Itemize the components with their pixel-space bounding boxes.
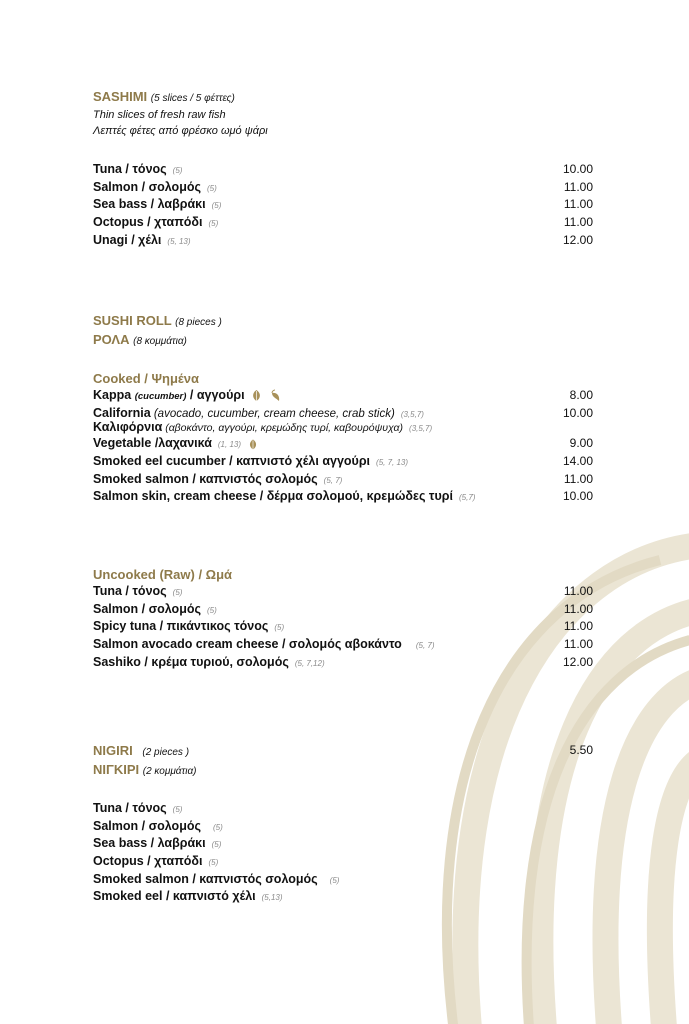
menu-item bbox=[93, 654, 593, 672]
menu-item bbox=[93, 232, 593, 250]
item-allergens: (3,5,7) bbox=[400, 409, 424, 419]
cooked-subtitle: Cooked / Ψημένα bbox=[93, 371, 200, 386]
item-allergens: (5, 13) bbox=[167, 236, 191, 246]
item-name: Salmon avocado cream cheese / σολομός αβοκάντο bbox=[93, 637, 402, 652]
menu-item bbox=[93, 888, 593, 906]
menu-item bbox=[93, 161, 593, 179]
item-allergens: (5, 7,12) bbox=[294, 658, 325, 668]
item-name: Vegetable /λαχανικά bbox=[93, 436, 212, 451]
item-allergens: (5) bbox=[206, 183, 217, 193]
nigiri-title: NIGIRI bbox=[93, 743, 133, 758]
item-allergens: (5, 7) bbox=[415, 641, 435, 651]
item-note: (cucumber) bbox=[134, 391, 187, 402]
item-allergens: (5) bbox=[211, 201, 222, 211]
menu-item bbox=[93, 835, 593, 853]
item-name: Salmon / σολομός bbox=[93, 818, 201, 833]
item-name: Tuna / τόνος bbox=[93, 162, 167, 176]
menu-item bbox=[93, 214, 593, 232]
item-name: Sea bass / λαβράκι bbox=[93, 836, 206, 851]
sashimi-items bbox=[93, 161, 593, 249]
sushi-roll-title-gr: ΡΟΛΑ bbox=[93, 332, 130, 347]
menu-item bbox=[93, 179, 593, 197]
nigiri-title-gr: ΝΙΓΚΙΡΙ bbox=[93, 762, 140, 777]
menu-item-kappa bbox=[93, 387, 593, 405]
sushi-roll-title-line bbox=[93, 312, 593, 331]
item-name: Octopus / χταπόδι bbox=[93, 854, 203, 869]
item-price: 11.00 bbox=[563, 179, 593, 194]
item-price: 10.00 bbox=[562, 162, 593, 176]
item-name: Smoked salmon / καπνιστός σολομός bbox=[93, 471, 318, 486]
menu-item bbox=[93, 453, 593, 471]
nigiri-section bbox=[93, 742, 593, 906]
item-price: 12.00 bbox=[562, 232, 593, 247]
item-price: 11.00 bbox=[563, 637, 593, 652]
item-price: 11.00 bbox=[563, 215, 593, 230]
item-name: Salmon / σολομός bbox=[93, 601, 201, 616]
menu-item bbox=[93, 636, 593, 654]
menu-item bbox=[93, 871, 593, 889]
item-price: 11.00 bbox=[563, 197, 593, 212]
item-allergens: (5,7) bbox=[458, 493, 476, 503]
item-price: 11.00 bbox=[563, 619, 593, 634]
item-name: Salmon skin, cream cheese / δέρμα σολομού, κρεμώδες τυρί bbox=[93, 489, 453, 504]
item-name: Sashiko / κρέμα τυριού, σολομός bbox=[93, 654, 289, 669]
uncooked-subtitle: Uncooked (Raw) / Ωμά bbox=[93, 567, 233, 582]
nigiri-title-line bbox=[93, 742, 593, 761]
uncooked-section bbox=[93, 566, 593, 671]
item-allergens: (5) bbox=[274, 623, 285, 633]
item-allergens: (5) bbox=[212, 822, 223, 832]
item-price: 10.00 bbox=[562, 405, 593, 420]
item-allergens: (5) bbox=[208, 858, 219, 868]
item-name: Smoked salmon / καπνιστός σολομός bbox=[93, 871, 318, 886]
menu-item bbox=[93, 800, 593, 818]
nigiri-title-gr-line bbox=[93, 761, 593, 780]
item-price: 11.00 bbox=[563, 601, 593, 616]
item-note: (avocado, cucumber, cream cheese, crab stick) bbox=[150, 407, 395, 420]
item-name: Tuna / τόνος bbox=[93, 801, 167, 815]
item-name: Octopus / χταπόδι bbox=[93, 215, 203, 230]
item-allergens: (5) bbox=[208, 219, 219, 229]
nigiri-title-gr-note: (2 κομμάτια) bbox=[142, 766, 197, 777]
item-allergens: (3,5,7) bbox=[409, 424, 433, 434]
leaf-icon bbox=[248, 438, 258, 451]
menu-item bbox=[93, 471, 593, 489]
sushi-roll-title-gr-line bbox=[93, 331, 593, 350]
item-name: Καλιφόρνια bbox=[93, 420, 163, 435]
item-name: Tuna / τόνος bbox=[93, 584, 167, 598]
item-allergens: (5) bbox=[172, 166, 183, 175]
sushi-roll-section bbox=[93, 312, 593, 506]
item-name: Sea bass / λαβράκι bbox=[93, 197, 206, 212]
menu-item bbox=[93, 618, 593, 636]
item-name: Spicy tuna / πικάντικος τόνος bbox=[93, 619, 269, 634]
nigiri-price: 5.50 bbox=[569, 743, 593, 757]
item-allergens: (5) bbox=[206, 605, 217, 615]
item-allergens: (1, 13) bbox=[217, 440, 242, 450]
item-price: 14.00 bbox=[562, 454, 593, 469]
item-note: (αβοκάντο, αγγούρι, κρεμώδης τυρί, καβουρόψυχα) bbox=[162, 422, 404, 435]
sushi-roll-title: SUSHI ROLL bbox=[93, 313, 172, 328]
item-allergens: (5) bbox=[329, 875, 340, 885]
menu-item bbox=[93, 583, 593, 601]
menu-item bbox=[93, 818, 593, 836]
item-name: Unagi / χέλι bbox=[93, 232, 162, 247]
menu-item bbox=[93, 488, 593, 506]
item-price: 8.00 bbox=[569, 388, 593, 402]
sushi-roll-title-note: (8 pieces ) bbox=[175, 317, 222, 328]
item-allergens: (5) bbox=[172, 805, 183, 814]
item-price: 11.00 bbox=[563, 471, 593, 486]
sashimi-description-gr: Λεπτές φέτες από φρέσκο ωμό ψάρι bbox=[93, 125, 268, 137]
sashimi-title-line bbox=[93, 88, 593, 107]
item-allergens: (5, 7, 13) bbox=[376, 458, 409, 468]
pepper-icon bbox=[269, 389, 281, 402]
nigiri-title-note: (2 pieces ) bbox=[142, 747, 190, 758]
sashimi-section bbox=[93, 88, 593, 249]
item-price: 10.00 bbox=[562, 489, 593, 504]
item-allergens: (5) bbox=[211, 840, 222, 850]
item-name: California bbox=[93, 405, 151, 420]
item-name: Smoked eel / καπνιστό χέλι bbox=[93, 889, 256, 904]
item-price: 12.00 bbox=[562, 654, 593, 669]
item-name-gr: / αγγούρι bbox=[186, 388, 245, 402]
item-allergens: (5) bbox=[172, 588, 183, 597]
menu-item-vegetable bbox=[93, 435, 593, 453]
menu-item-california-gr bbox=[93, 420, 593, 435]
item-price: 9.00 bbox=[569, 436, 593, 451]
menu-item bbox=[93, 853, 593, 871]
item-allergens: (5, 7) bbox=[323, 475, 343, 485]
item-name: Smoked eel cucumber / καπνιστό χέλι αγγούρι bbox=[93, 454, 371, 469]
sashimi-description-en: Thin slices of fresh raw fish bbox=[93, 109, 226, 121]
sushi-roll-title-gr-note: (8 κομμάτια) bbox=[133, 336, 187, 347]
sashimi-title-note: (5 slices / 5 φέττες) bbox=[150, 93, 235, 104]
item-price: 11.00 bbox=[563, 584, 593, 598]
item-allergens: (5,13) bbox=[261, 893, 283, 903]
menu-item bbox=[93, 601, 593, 619]
item-name: Salmon / σολομός bbox=[93, 179, 201, 194]
item-name: Kappa bbox=[93, 388, 135, 402]
menu-item bbox=[93, 196, 593, 214]
leaf-icon bbox=[251, 389, 262, 402]
sashimi-title: SASHIMI bbox=[93, 89, 148, 104]
